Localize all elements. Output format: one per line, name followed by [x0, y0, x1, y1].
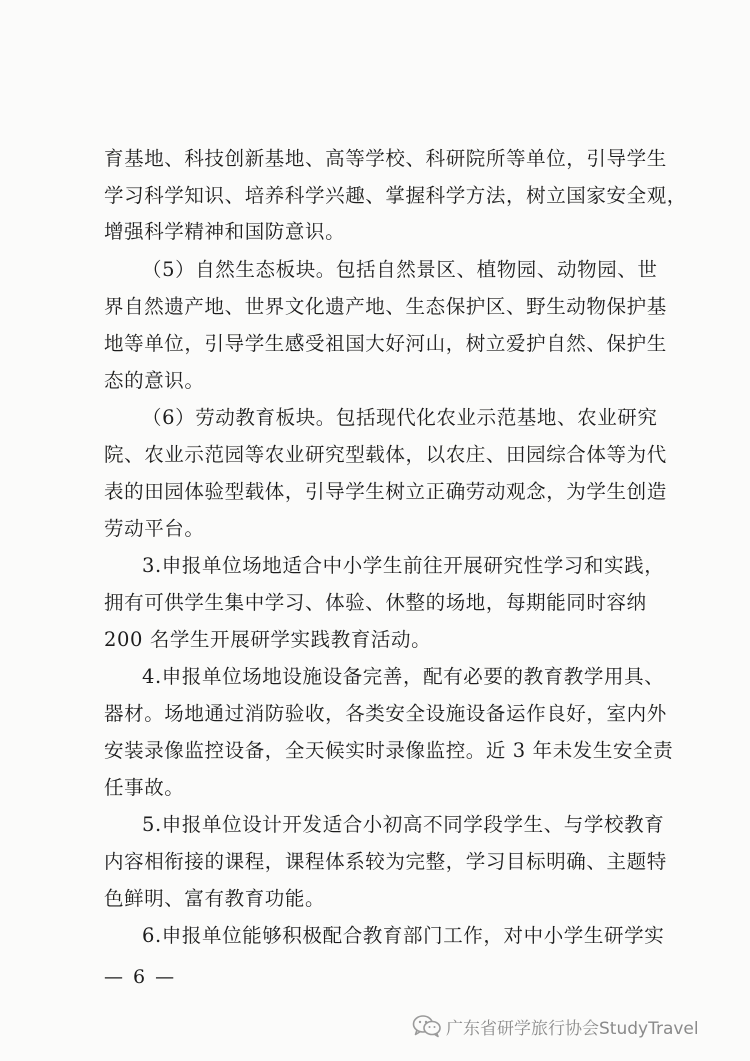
text-line: 院、农业示范园等农业研究型载体，以农庄、田园综合体等为代	[104, 443, 667, 466]
page-number: — 6 —	[104, 966, 177, 988]
text-line: 5.申报单位设计开发适合小初高不同学段学生、与学校教育	[142, 813, 665, 836]
text-line: 200 名学生开展研学实践教育活动。	[104, 628, 432, 651]
watermark-text: 广东省研学旅行协会StudyTravel	[446, 1018, 699, 1039]
text-line: （6）劳动教育板块。包括现代化农业示范基地、农业研究	[142, 406, 658, 429]
text-line: 4.申报单位场地设施设备完善，配有必要的教育教学用具、	[142, 665, 665, 688]
text-line: 界自然遗产地、世界文化遗产地、生态保护区、野生动物保护基	[104, 295, 667, 318]
watermark	[412, 1013, 699, 1039]
text-line: 态的意识。	[104, 369, 205, 392]
text-line: 学习科学知识、培养科学兴趣、掌握科学方法，树立国家安全观，	[104, 184, 687, 207]
text-line: （5）自然生态板块。包括自然景区、植物园、动物园、世	[142, 258, 658, 281]
text-line: 增强科学精神和国防意识。	[104, 220, 346, 243]
text-line: 表的田园体验型载体，引导学生树立正确劳动观念，为学生创造	[104, 480, 667, 503]
text-line: 任事故。	[104, 776, 185, 799]
wechat-icon	[412, 1014, 442, 1038]
text-line: 劳动平台。	[104, 517, 205, 540]
text-line: 器材。场地通过消防验收，各类安全设施设备运作良好，室内外	[104, 702, 667, 725]
text-line: 育基地、科技创新基地、高等学校、科研院所等单位，引导学生	[104, 147, 667, 170]
text-line: 拥有可供学生集中学习、体验、休整的场地，每期能同时容纳	[104, 591, 647, 614]
text-line: 6.申报单位能够积极配合教育部门工作，对中小学生研学实	[142, 924, 665, 947]
text-line: 内容相衔接的课程，课程体系较为完整，学习目标明确、主题特	[104, 850, 667, 873]
text-line: 色鲜明、富有教育功能。	[104, 887, 326, 910]
text-line: 安装录像监控设备，全天候实时录像监控。近 3 年未发生安全责	[104, 739, 674, 762]
text-line: 3.申报单位场地适合中小学生前往开展研究性学习和实践，	[142, 554, 665, 577]
text-line: 地等单位，引导学生感受祖国大好河山，树立爱护自然、保护生	[104, 332, 667, 355]
